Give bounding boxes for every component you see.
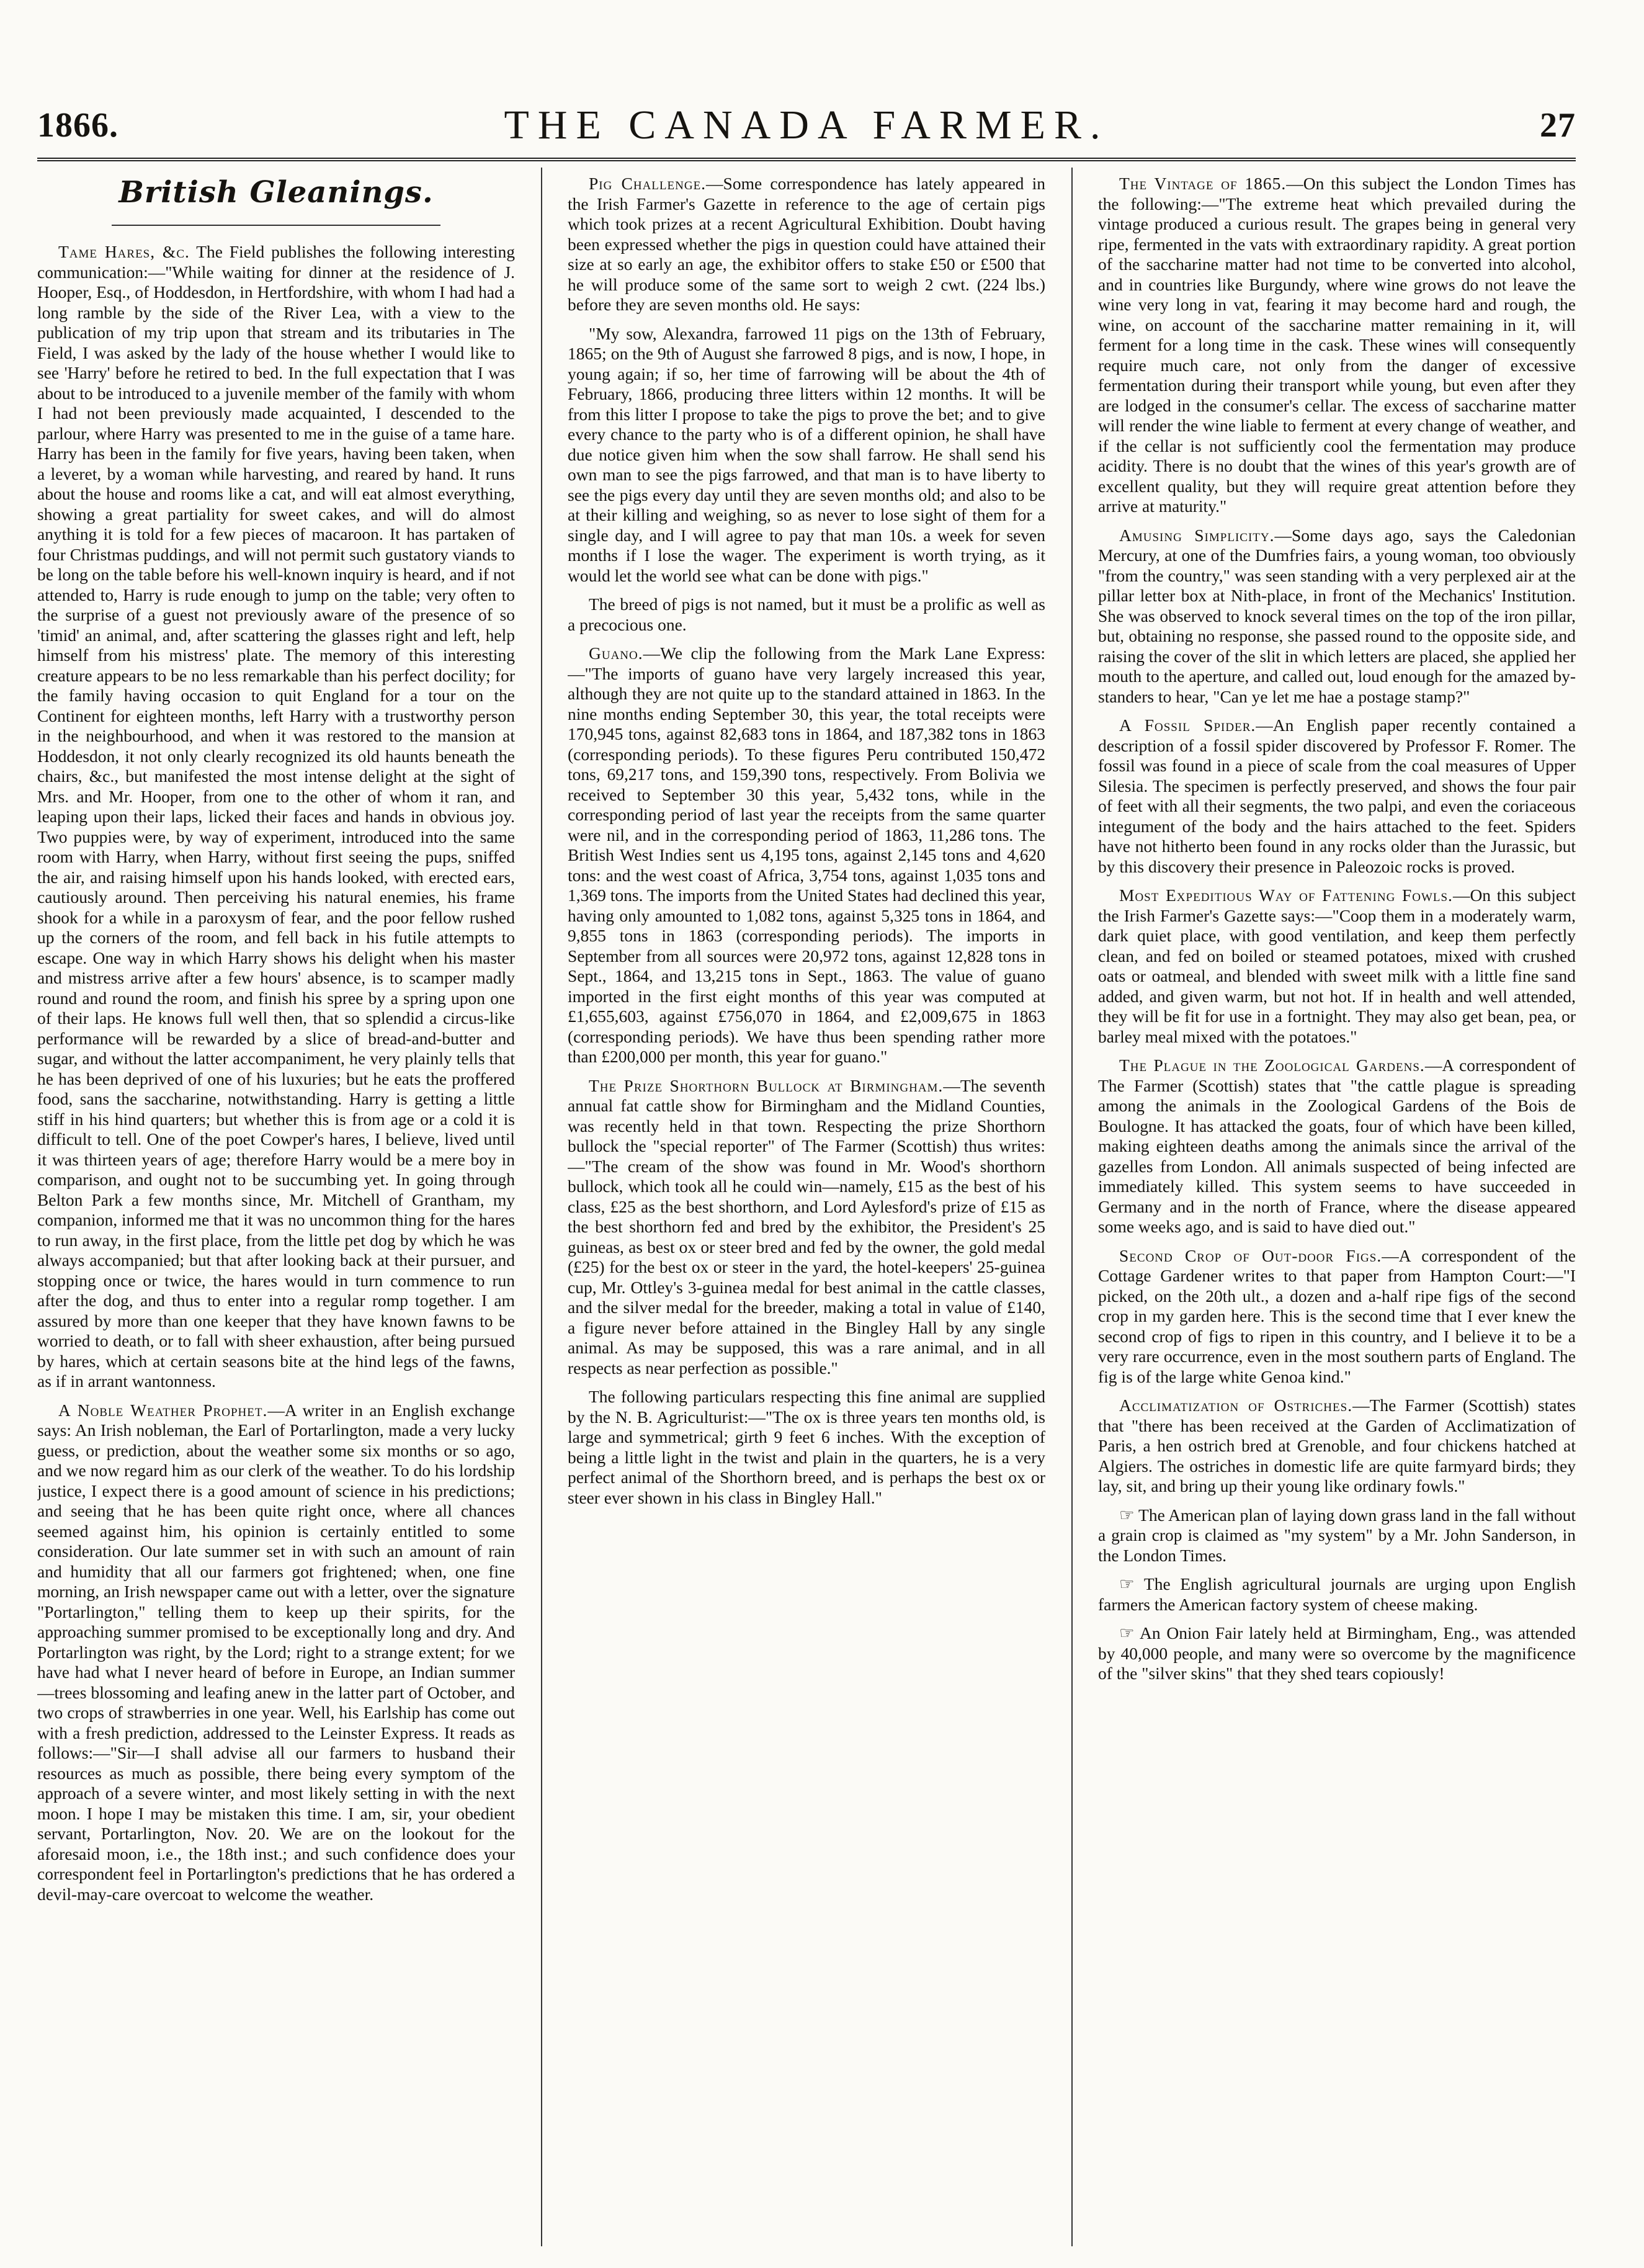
article-body: —On this subject the London Times has the following:—"The extreme heat which prevailed during the vintage produced a curious result. The grapes being in general very ripe, fermented in the vats with extraordinary rapidity. A great portion of the saccharine matter had not time to be converted into alcohol, and in countries like Burgundy, where wine grows do not leave the wine very long in vat, fearing it may become hard and rough, the wine, on account of the saccharine matter remaining in it, will ferment for a long time in the cask. These wines will consequently require much care, not only from the danger of excessive fermentation during their transport while young, but even after they are lodged in the consumer's cellar. The excess of saccharine matter will render the wine liable to ferment at every change of weather, and if the cellar is not sufficiently cool the fermentation may produce acidity. There is no doubt that the wines of this year's growth are of excellent quality, but they will require great attention before they arrive at maturity.": [1098, 174, 1576, 516]
article-heading: Most Expeditious Way of Fattening Fowls.: [1119, 885, 1453, 905]
article-body: The following particulars respecting this fine animal are supplied by the N. B. Agriculturist:—"The ox is three years ten months old, is large and symmetrical; girth 9 feet 6 inches. With the exception of being a little light in the twist and plain in the quarters, he is a very perfect animal of the Shorthorn breed, and is perhaps the best ox or steer ever shown in his class in Bingley Hall.": [568, 1387, 1045, 1507]
pointing-hand-icon: ☞: [1119, 1623, 1135, 1643]
article-heading: Second Crop of Out-door Figs.: [1119, 1245, 1382, 1265]
newspaper-title: THE CANADA FARMER.: [504, 102, 1109, 148]
page-number: 27: [1540, 106, 1576, 145]
article: [1098, 526, 1576, 707]
article: [1098, 885, 1576, 1047]
article-heading: Guano.: [589, 643, 643, 663]
column-2: [568, 174, 1045, 2246]
article-body: —A correspondent of the Cottage Gardener writes to that paper from Hampton Court:—"I picked, on the 20th ult., a dozen and a-half ripe figs of the second crop in my garden here. This is the second time that I ever knew the second crop of figs to ripen in this country, and I believe it to be a very rare occurrence, even in the most southern parts of England. The fig is of the large white Genoa kind.": [1098, 1245, 1576, 1386]
article-body: —An English paper recently contained a description of a fossil spider discovered by Professor F. Romer. The fossil was found in a piece of scale from the coal measures of Upper Silesia. The specimen is perfectly preserved, and shows the four pair of feet with all their segments, the two palpi, and even the coriaceous integument of the body and the hairs attached to the feet. Spiders have not hitherto been found in any rocks older than the Jurassic, but by this discovery their presence in Paleozoic rocks is proved.: [1098, 715, 1576, 876]
article-note: [568, 1387, 1045, 1508]
masthead: [37, 93, 1576, 161]
article: [1098, 1246, 1576, 1387]
article-body: The Field publishes the following interesting communication:—"While waiting for dinner at the residence of J. Hooper, Esq., of Hoddesdon, in Hertfordshire, with whom I had had a long ramble by the side of the River Lea, with a view to the publication of my trip upon that stream and its tributaries in The Field, I was asked by the lady of the house whether I would like to see 'Harry' before he retired to bed. In the full expectation that I was about to be introduced to a juvenile member of the family with whom I had not been previously made acquainted, I descended to the parlour, where Harry was presented to me in the guise of a tame hare. Harry has been in the family for five years, having been taken, when a leveret, by a woman while harvesting, and reared by hand. It runs about the house and rooms like a cat, and will eat almost everything, showing a great partiality for sweet cakes, and will do almost anything it is told for a few pieces of macaroon. It has partaken of four Christmas puddings, and will not permit such gustatory viands to be long on the table before his well-known inquiry is heard, and if not attended to, Harry is rude enough to jump on the table; very often to the surprise of a guest not previously aware of the presence of so 'timid' an animal, and, after scattering the glasses right and left, help himself from his mistress' plate. The memory of this interesting creature appears to be no less remarkable than his perfect docility; for the family having occasion to quit England for a tour on the Continent for eighteen months, left Harry with a trustworthy person in the neighbourhood, and when it was restored to the mansion at Hoddesdon, it not only clearly recognized its old haunts beneath the chairs, &c., but manifested the most intense delight at the sight of Mrs. and Mr. Hooper, from one to the other of whom it ran, and leaping upon their laps, licked their faces and hands in obvious joy. Two puppies were, by way of experiment, introduced into the same room with Harry, when Harry, without first seeing the pups, sniffed the air, and raising himself upon his hands looked, with erected ears, cautiously around. Then perceiving his natural enemies, his frame shook for a while in a paroxysm of fear, and the poor fellow rushed up the corners of the room, and fell back in his futile attempts to escape. One way in which Harry shows his delight when his master and mistress arrive after a few hours' absence, is to scamper madly round and round the room, and finish his spree by a spring upon one of their laps. He knows full well then, that so splendid a circus-like performance will be rewarded by a slice of bread-and-butter and sugar, and without the latter accompaniment, he very plainly tells that he has been deprived of one of his luxuries; but he eats the proffered food, sans the saccharine, notwithstanding. Harry is getting a little stiff in his hind quarters; but whether this is from age or a cold it is difficult to tell. One of the poet Cowper's hares, I believe, lived until it was thirteen years of age; therefore Harry would be a mere boy in comparison, and ought not to be succumbing yet. In going through Belton Park a few months since, Mr. Mitchell of Grantham, my companion, informed me that it was no uncommon thing for the hares to run away, in the first place, from the little pet dog by which he was always accompanied; but that after looking back at their pursuer, and stopping once or twice, the hares would in turn commence to run after the dog, and thus to enter into a regular romp together. I am assured by more than one keeper that they have known fawns to be worried to death, or to fall with sheer exhaustion, after being pursued by hares, which at certain seasons bite at the hind legs of the fawns, as if in arrant wantonness.: [37, 242, 515, 1391]
article-heading: A Fossil Spider.: [1119, 715, 1256, 735]
column-1: [37, 174, 515, 2246]
article-body: —A writer in an English exchange says: An Irish nobleman, the Earl of Portarlington, made a very lucky guess, or prediction, about the weather some six months or so ago, and we now regard him as our clerk of the weather. To do his lordship justice, I expect there is a good amount of science in his predictions; and seeing that he has been quite right once, where all chances seemed against him, his opinion is certainly entitled to some consideration. Our late summer set in with such an amount of rain and humidity that all our farmers got frightened; when, one fine morning, an Irish newspaper came out with a letter, over the signature "Portarlington," telling them to keep up their spirits, for the approaching summer promised to be exceptionally long and dry. And Portarlington was right, by the Lord; right to a strange extent; for we have had what I never heard of before in Europe, an Indian summer—trees blossoming and leafing anew in the latter part of October, and two crops of strawberries in one year. Well, his Earlship has come out with a fresh prediction, addressed to the Leinster Express. It reads as follows:—"Sir—I shall advise all our farmers to husband their resources as much as possible, there being every symptom of the approach of a severe winter, and most likely setting in with the next moon. I hope I may be mistaken this time. I am, sir, your obedient servant, Portarlington, Nov. 20. We are on the lookout for the aforesaid moon, i.e., the 18th inst.; and such confidence does your correspondent feel in Portarlington's predictions that he has ordered a devil-may-care overcoat to welcome the weather.: [37, 1400, 515, 1904]
masthead-rule: [37, 158, 1576, 161]
article-heading: A Noble Weather Prophet.: [58, 1400, 268, 1420]
article: [568, 174, 1045, 315]
article-body: —The Farmer (Scottish) states that "there has been received at the Garden of Acclimatization of Paris, a hen ostrich bred at Grenoble, and four chickens hatched at Algiers. The ostriches in domestic life are quite farmyard birds; they lay, sit, and bring up their young like ordinary fowls.": [1098, 1396, 1576, 1495]
article: [1098, 174, 1576, 517]
article: [568, 1076, 1045, 1379]
pointing-hand-icon: ☞: [1119, 1505, 1135, 1525]
article: [1098, 1056, 1576, 1237]
article-body: The English agricultural journals are urging upon English farmers the American factory system of cheese making.: [1098, 1574, 1576, 1614]
article: [1098, 1623, 1576, 1684]
newspaper-page: [37, 93, 1576, 2246]
article-body: —A correspondent of The Farmer (Scottish) states that "the cattle plague is spreading among the animals in the Zoological Gardens of the Bois de Boulogne. It has attacked the goats, four of which have been killed, making eighteen deaths among the animals since the arrival of the gazelles from London. All animals suspected of being infected are immediately killed. This system seems to have succeeded in Germany and in the north of France, where the disease appeared some weeks ago, and is said to have died out.": [1098, 1056, 1576, 1236]
article-heading: Acclimatization of Ostriches.: [1119, 1396, 1353, 1415]
article-body: —Some days ago, says the Caledonian Mercury, at one of the Dumfries fairs, a young woman, too obviously "from the country," was seen standing with a very perplexed air at the pillar letter box at Nith-place, in front of the Mechanics' Institution. She was observed to knock several times on the top of the iron pillar, but, obtaining no response, she passed round to the opposite side, and raising the cover of the slit in which letters are placed, she applied her mouth to the aperture, and called out, loud enough for the amazed by-standers to hear, "Can ye let me hae a postage stamp?": [1098, 525, 1576, 706]
article-body: —We clip the following from the Mark Lane Express:—"The imports of guano have very largely increased this year, although they are not quite up to the standard attained in 1863. In the nine months ending September 30, this year, the total receipts were 170,945 tons, against 82,683 tons in 1864, and 187,382 tons in 1863 (corresponding periods). To these figures Peru contributed 150,472 tons, 69,217 tons, and 159,390 tons, respectively. From Bolivia we received to September 30 this year, 5,432 tons, while in the corresponding period of last year the receipts from the same quarter were nil, and in the corresponding period of 1863, 11,286 tons. The British West Indies sent us 4,195 tons, against 2,145 tons and 4,620 tons: and the west coast of Africa, 3,754 tons, against 1,035 tons and 1,369 tons. The imports from the United States had declined this year, having only amounted to 1,082 tons, against 5,325 tons in 1864, and 9,855 tons in 1863 (corresponding periods). The imports in September from all sources were 20,972 tons, against 12,828 tons in Sept., 1864, and 13,215 tons in Sept., 1863. The value of guano imported in the first eight months of this year was computed at £1,655,603, against £756,070 in 1864, and £2,009,675 in 1863 (corresponding periods). We have thus been spending rather more than £200,000 per month, this year for guano.": [568, 643, 1045, 1066]
article: [1098, 715, 1576, 877]
pointing-hand-icon: ☞: [1119, 1574, 1135, 1594]
issue-year: 1866.: [37, 106, 118, 145]
article-quote: [568, 324, 1045, 586]
article-body: The American plan of laying down grass land in the fall without a grain crop is claimed as "my system" by a Mr. John Sanderson, in the London Times.: [1098, 1505, 1576, 1565]
column-divider: [1071, 168, 1073, 2246]
article-heading: Pig Challenge.: [589, 174, 707, 193]
section-rule: [112, 225, 440, 226]
article-heading: The Plague in the Zoological Gardens.: [1119, 1056, 1425, 1075]
article-body: —The seventh annual fat cattle show for Birmingham and the Midland Counties, was recently held in that town. Respecting the prize Shorthorn bullock the "special reporter" of The Farmer (Scottish) thus writes:—"The cream of the show was found in Mr. Wood's shorthorn bullock, which took all he could win—namely, £15 as the best of his class, £25 as the best shorthorn, and Lord Aylesford's prize of £15 as the best shorthorn fed and bred by the exhibitor, the President's 25 guineas, as best ox or steer bred and fed by the owner, the gold medal (£25) for the best ox or steer in the yard, the hotel-keepers' 25-guinea cup, Mr. Ottley's 3-guinea medal for best animal in the cattle classes, and the silver medal for the breeder, making a total in value of £140, a figure never before attained in the Bingley Hall by any single animal. As may be supposed, this was a rare animal, and in all respects as near perfection as possible.": [568, 1075, 1045, 1378]
article-body: —Some correspondence has lately appeared in the Irish Farmer's Gazette in reference to the age of certain pigs which took prizes at a recent Agricultural Exhibition. Doubt having been expressed whether the pigs in question could have attained their size at so early an age, the exhibitor offers to stake £50 or £500 that he will produce some of the same sort to weigh 2 cwt. (224 lbs.) before they are seven months old. He says:: [568, 174, 1045, 314]
article-body: An Onion Fair lately held at Birmingham, Eng., was attended by 40,000 people, and many were so overcome by the magnificence of the "silver skins" that they shed tears copiously!: [1098, 1623, 1576, 1683]
article: [1098, 1505, 1576, 1566]
column-divider: [541, 168, 542, 2246]
article-heading: Amusing Simplicity.: [1119, 525, 1275, 545]
article: [1098, 1574, 1576, 1615]
column-3: [1098, 174, 1576, 2246]
article-body: The breed of pigs is not named, but it must be a prolific as well as a precocious one.: [568, 594, 1045, 634]
article: [1098, 1396, 1576, 1497]
article: [37, 1401, 515, 1905]
article-note: [568, 594, 1045, 635]
article: [37, 242, 515, 1392]
article-heading: Tame Hares, &c.: [58, 242, 190, 261]
article-body: "My sow, Alexandra, farrowed 11 pigs on the 13th of February, 1865; on the 9th of August she farrowed 8 pigs, and is now, I hope, in young again; if so, her time of farrowing will be about the 4th of February, 1866, producing three litters within 12 months. It will be from this litter I propose to take the pigs to prove the bet; and to give every chance to the party who is of a different opinion, he shall have due notice given him when the sow shall farrow. He shall send his own man to see the pigs farrowed, and that man is to have liberty to see the pigs every day until they are seven months old; and also to be at their killing and weighing, so as never to lose sight of them for a single day, and I will agree to pay that man 10s. a week for seven months if I lose the wager. The experiment is worth trying, as it would let the world see what can be done with pigs.": [568, 323, 1045, 585]
article: [568, 643, 1045, 1067]
article-body: —On this subject the Irish Farmer's Gazette says:—"Coop them in a moderately warm, dark quiet place, with good ventilation, and keep them perfectly clean, and fed on boiled or steamed potatoes, mixed with crushed oats or oatmeal, and blended with sweet milk with a little fine sand added, and given warm, but not hot. If in health and well attended, they will be fit for use in a fortnight. They may also get bean, pea, or barley meal mixed with the potatoes.": [1098, 885, 1576, 1046]
article-heading: The Prize Shorthorn Bullock at Birmingham.: [589, 1075, 944, 1095]
section-heading: British Gleanings.: [118, 175, 434, 210]
article-heading: The Vintage of 1865.: [1119, 174, 1287, 193]
